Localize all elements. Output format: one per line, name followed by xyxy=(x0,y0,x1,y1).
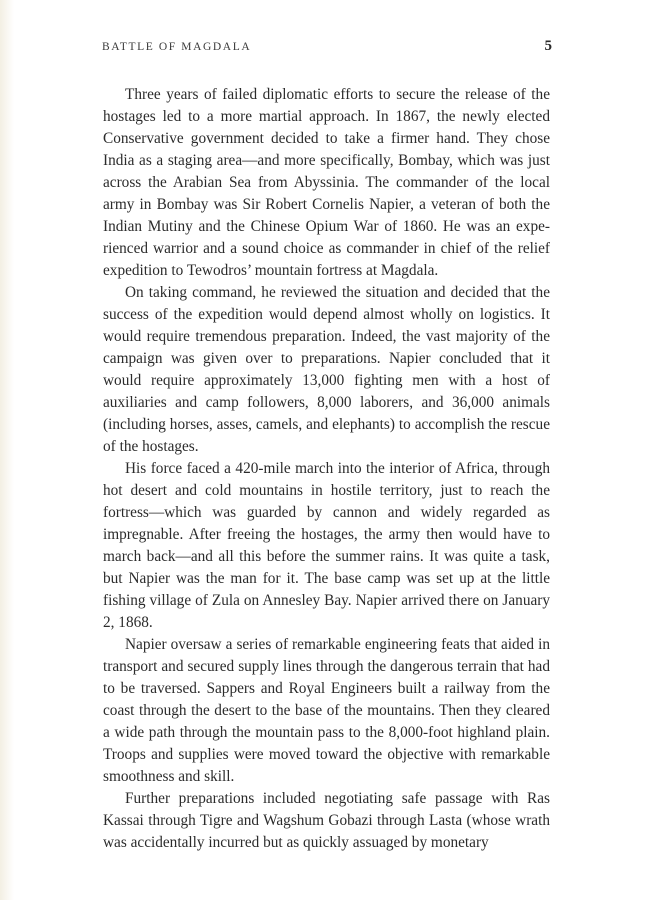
paragraph: His force faced a 420-mile march into the interior of Africa, through hot desert and cold mountains in hostile territory, just to reach the fortress—which was guarded by cannon and widely regarded as impregnable. After freeing the hostages, the army then would have to march back—and all this before the summer rains. It was quite a task, but Napier was the man for it. The base camp was set up at the little fishing village of Zula on Annesley Bay. Napier arrived there on January 2, 1868. xyxy=(103,460,550,631)
running-head: BATTLE OF MAGDALA xyxy=(102,41,252,53)
paragraph: Further preparations included negotiating safe passage with Ras Kassai through Tigre and Wagshum Gobazi through Lasta (whose wrath was accidentally incurred but as quickly assuaged by monetary xyxy=(103,790,550,851)
paragraph: Three years of failed diplomatic efforts to secure the release of the hostages led to a more martial approach. In 1867, the newly elected Conservative government decided to take a firmer hand. They chose India as a staging area—and more specifically, Bombay, which was just across the Arabian Sea from Abyssinia. The commander of the local army in Bombay was Sir Robert Cornelis Napier, a veteran of both the Indian Mutiny and the Chinese Opium War of 1860. He was an experienced warrior and a sound choice as commander in chief of the relief expedition to Tewodros’ mountain fortress at Magdala. xyxy=(103,86,550,279)
page-edge-shading xyxy=(0,0,14,900)
body-text xyxy=(103,84,550,854)
page-number: 5 xyxy=(544,38,552,54)
paragraph: Napier oversaw a series of remarkable engineering feats that aided in transport and secured supply lines through the dangerous terrain that had to be traversed. Sappers and Royal Engineers built a railway from the coast through the desert to the base of the mountains. Then they cleared a wide path through the mountain pass to the 8,000-foot highland plain. Troops and supplies were moved toward the objective with remarkable smoothness and skill. xyxy=(103,636,550,785)
paragraph: On taking command, he reviewed the situation and decided that the success of the expedition would depend almost wholly on logistics. It would require tremendous preparation. Indeed, the vast majority of the campaign was given over to preparations. Napier concluded that it would require approximately 13,000 fighting men with a host of auxiliaries and camp followers, 8,000 laborers, and 36,000 animals (including horses, asses, camels, and elephants) to accomplish the rescue of the hostages. xyxy=(103,284,550,455)
